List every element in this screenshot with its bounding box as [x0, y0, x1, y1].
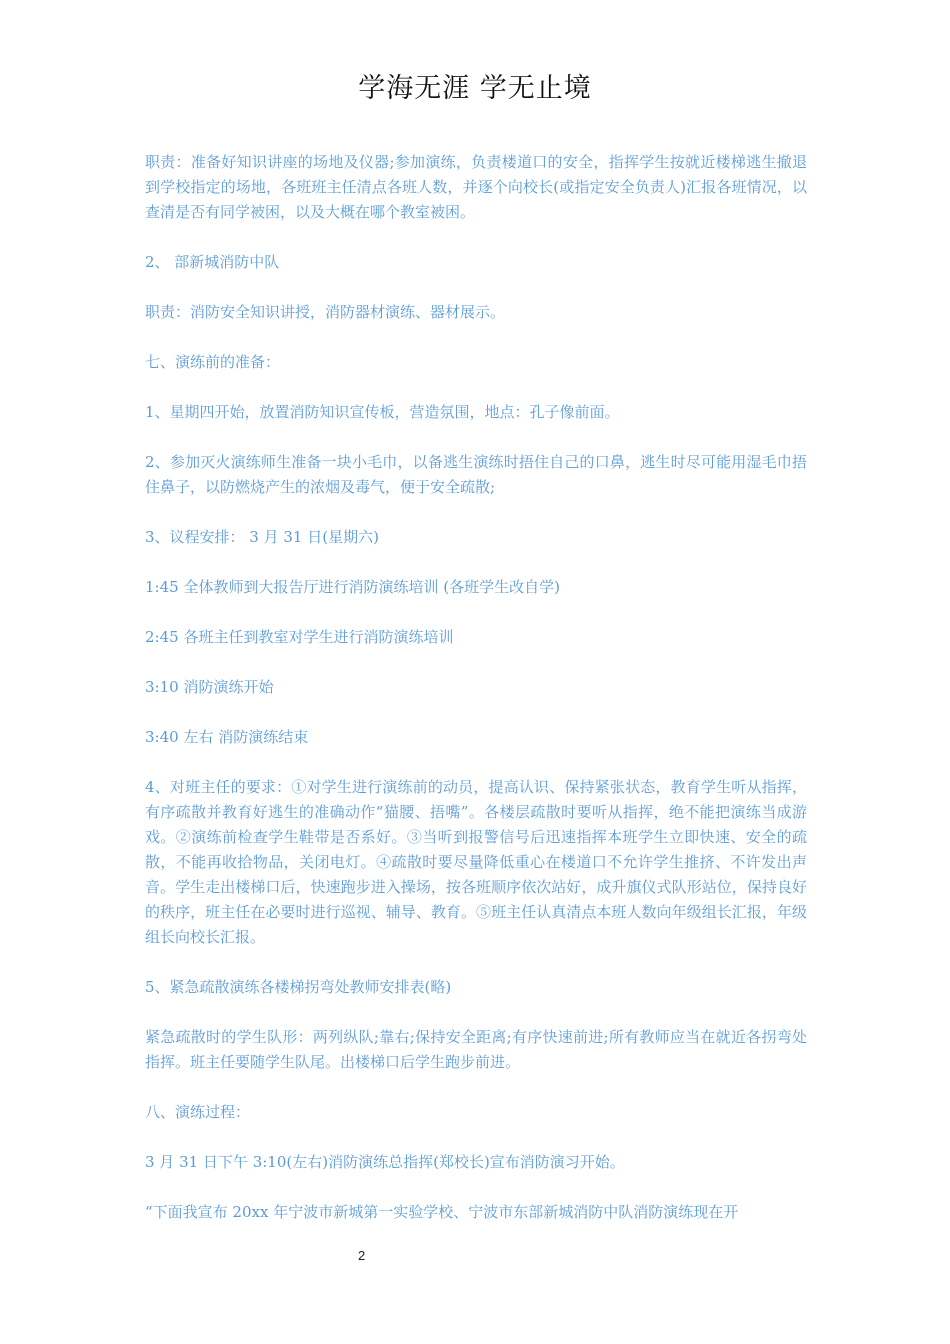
paragraph: 2、 部新城消防中队: [145, 253, 280, 271]
page-header-title: 学海无涯 学无止境: [358, 73, 592, 104]
section-heading: 八、演练过程：: [145, 1103, 251, 1121]
schedule-item: 3:10 消防演练开始: [145, 678, 274, 696]
paragraph: “下面我宣布 20xx 年宁波市新城第一实验学校、宁波市东部新城消防中队消防演练现在开: [145, 1203, 739, 1221]
paragraph: 3 月 31 日下午 3:10(左右)消防演练总指挥(郑校长)宣布消防演习开始。: [145, 1153, 625, 1171]
schedule-item: 1:45 全体教师到大报告厅进行消防演练培训 (各班学生改自学): [145, 578, 560, 596]
paragraph: 3、议程安排： 3 月 31 日(星期六): [145, 528, 379, 546]
page-number: 2: [358, 1248, 366, 1263]
paragraph: 5、紧急疏散演练各楼梯拐弯处教师安排表(略): [145, 978, 452, 996]
paragraph: 职责：消防安全知识讲授，消防器材演练、器材展示。: [145, 303, 506, 321]
document-body: [145, 150, 807, 1250]
paragraph: 2、参加灭火演练师生准备一块小毛巾，以备逃生演练时捂住自己的口鼻，逃生时尽可能用湿毛巾捂住鼻子，以防燃烧产生的浓烟及毒气，便于安全疏散;: [145, 453, 807, 496]
paragraph: 紧急疏散时的学生队形：两列纵队;靠右;保持安全距离;有序快速前进;所有教师应当在就近各拐弯处指挥。班主任要随学生队尾。出楼梯口后学生跑步前进。: [145, 1028, 807, 1071]
section-heading: 七、演练前的准备：: [145, 353, 281, 371]
paragraph: 4、对班主任的要求：①对学生进行演练前的动员，提高认识、保持紧张状态，教育学生听从指挥，有序疏散并教育好逃生的准确动作“猫腰、捂嘴”。各楼层疏散时要听从指挥，绝不能把演练当成游戏。②演练前检查学生鞋带是否系好。③当听到报警信号后迅速指挥本班学生立即快速、安全的疏散，不能再收拾物品，关闭电灯。④疏散时要尽量降低重心在楼道口不允许学生推挤、不许发出声音。学生走出楼梯口后，快速跑步进入操场，按各班顺序依次站好，成升旗仪式队形站位，保持良好的秩序，班主任在必要时进行巡视、辅导、教育。⑤班主任认真清点本班人数向年级组长汇报，年级组长向校长汇报。: [145, 778, 807, 946]
paragraph: 1、星期四开始，放置消防知识宣传板，营造氛围，地点：孔子像前面。: [145, 403, 620, 421]
schedule-item: 3:40 左右 消防演练结束: [145, 728, 309, 746]
schedule-item: 2:45 各班主任到教室对学生进行消防演练培训: [145, 628, 454, 646]
paragraph: 职责：准备好知识讲座的场地及仪器;参加演练，负责楼道口的安全，指挥学生按就近楼梯逃生撤退到学校指定的场地，各班班主任清点各班人数，并逐个向校长(或指定安全负责人)汇报各班情况，以查清是否有同学被困，以及大概在哪个教室被困。: [145, 153, 807, 221]
